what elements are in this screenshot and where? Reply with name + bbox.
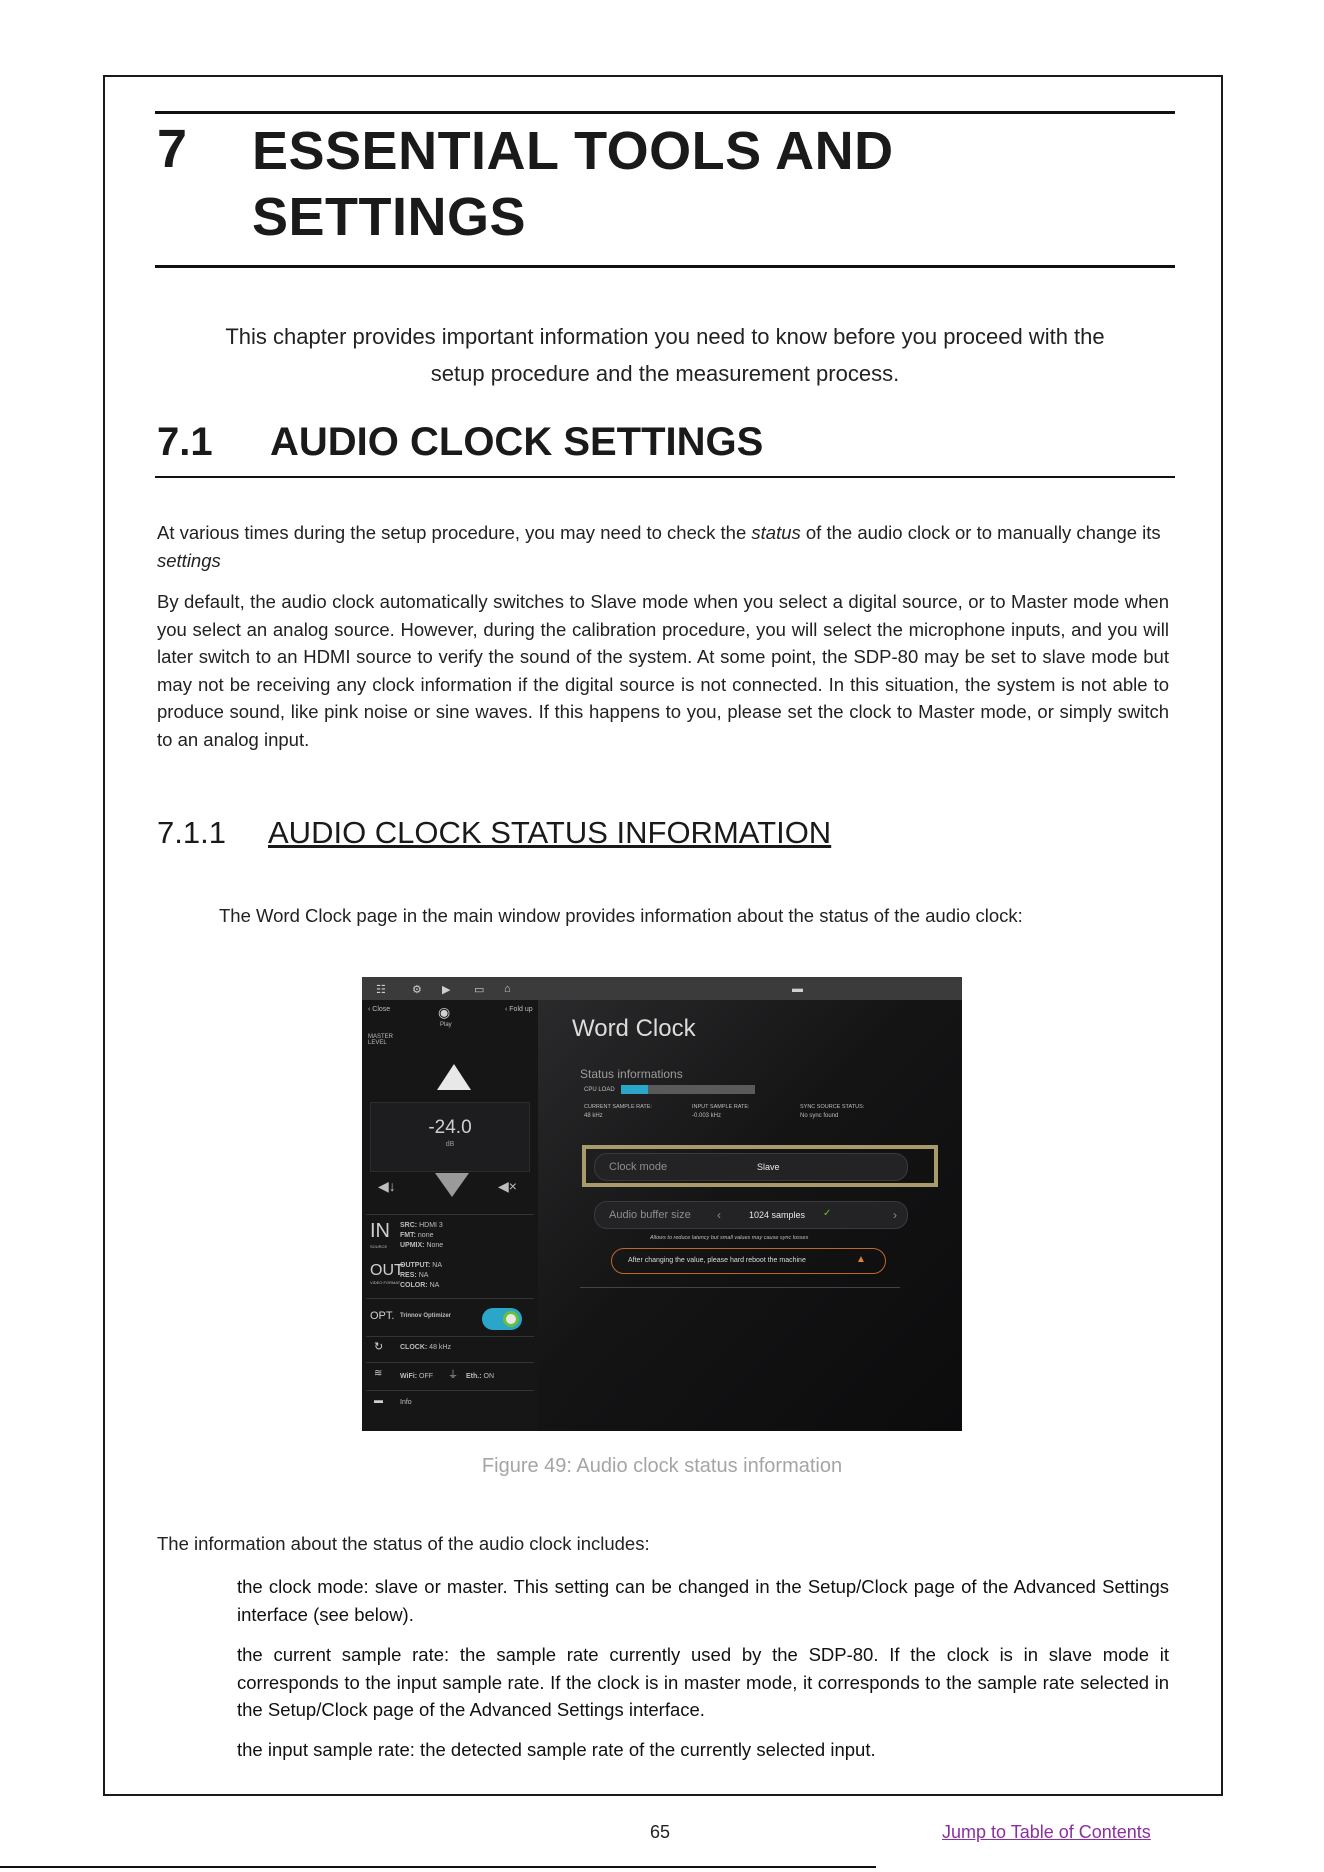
chapter-number: 7 <box>157 119 188 179</box>
buffer-size-value: 1024 samples <box>749 1210 806 1220</box>
eth-row[interactable]: Eth.: ON <box>466 1373 495 1380</box>
close-link[interactable]: ‹ Close <box>368 1006 391 1013</box>
wifi-row[interactable]: WiFi: OFF <box>400 1373 433 1380</box>
chapter-intro <box>160 318 1170 392</box>
panel-divider <box>580 1287 900 1288</box>
section-paragraph-1 <box>157 519 1169 574</box>
sidebar-divider <box>366 1362 534 1363</box>
optimizer-toggle[interactable] <box>482 1308 522 1330</box>
buffer-size-label: Audio buffer size <box>609 1209 691 1221</box>
sidebar-divider <box>366 1214 534 1215</box>
mute-icon[interactable]: ◀× <box>498 1178 517 1194</box>
word-clock-title: Word Clock <box>572 1015 696 1042</box>
master-level-display <box>370 1102 530 1172</box>
section-rule <box>155 476 1175 478</box>
in-sub-label: SOURCE <box>370 1244 388 1249</box>
volume-up-button[interactable] <box>437 1064 471 1090</box>
res-row: RES: NA <box>400 1272 429 1279</box>
chapter-intro-line1: This chapter provides important information you need to know before you proceed with the <box>225 324 1105 349</box>
para1-status-emphasis: status <box>751 522 801 543</box>
in-label: IN <box>370 1220 390 1242</box>
sync-label: SYNC SOURCE STATUS: <box>800 1104 865 1110</box>
color-row: COLOR: NA <box>400 1282 440 1289</box>
clock-icon: ↻ <box>374 1341 384 1353</box>
settings-icon: ⚙ <box>412 984 422 996</box>
bottom-rule <box>0 1866 876 1868</box>
clock-row[interactable]: CLOCK: 48 kHz <box>400 1344 451 1351</box>
buffer-size-control[interactable] <box>594 1201 908 1229</box>
src-row[interactable]: SRC: HDMI 3 <box>400 1222 443 1229</box>
sync-value: No sync found <box>800 1113 839 1119</box>
buffer-size-hint: Allows to reduce latency but small values may cause sync losses <box>650 1235 809 1241</box>
reboot-warning <box>611 1248 886 1274</box>
page-number: 65 <box>650 1822 671 1842</box>
chevron-left-icon[interactable]: ‹ <box>717 1208 721 1222</box>
grid-icon: ☷ <box>376 984 386 996</box>
play-icon: ▶ <box>442 984 451 996</box>
subsection-number: 7.1.1 <box>157 815 226 850</box>
output-row: OUTPUT: NA <box>400 1262 443 1269</box>
chapter-title <box>252 118 894 250</box>
input-rate-label: INPUT SAMPLE RATE: <box>692 1104 750 1110</box>
bullet-input-sample-rate: the input sample rate: the detected sample rate of the currently selected input. <box>237 1739 876 1760</box>
toc-link[interactable]: Jump to Table of Contents <box>942 1822 1151 1842</box>
window-icon: ▭ <box>474 984 485 996</box>
section-title: AUDIO CLOCK SETTINGS <box>270 420 764 464</box>
opt-label: OPT. <box>370 1310 395 1322</box>
out-sub-label: VIDEO FORMAT <box>370 1280 401 1285</box>
screen-toolbar <box>362 977 962 1000</box>
input-rate-value: -0.003 kHz <box>692 1113 722 1119</box>
chapter-title-line2: SETTINGS <box>252 187 527 247</box>
includes-lead: The information about the status of the audio clock includes: <box>157 1533 650 1554</box>
chevron-right-icon[interactable]: › <box>893 1208 897 1222</box>
bullet-current-sample-rate: the current sample rate: the sample rate currently used by the SDP-80. If the clock is in slave mode it corresponds to the input sample rate. If the clock is in master mode, it corresponds to the sample rate selected in the Setup/Clock page of the Advanced Settings interface. <box>237 1644 1169 1720</box>
cpu-load-bar <box>621 1085 755 1094</box>
ethernet-icon: ⏚ <box>448 1370 458 1381</box>
toggle-knob <box>503 1311 519 1327</box>
sidebar-divider <box>366 1390 534 1391</box>
screen-sidebar <box>362 1000 538 1431</box>
master-level-label: MASTER LEVEL <box>368 1034 394 1046</box>
info-link[interactable]: Info <box>400 1399 412 1406</box>
optimizer-label: Trinnov Optimizer <box>400 1313 452 1319</box>
chapter-intro-line2: setup procedure and the measurement process. <box>430 361 900 386</box>
figure-caption: Figure 49: Audio clock status information <box>481 1455 843 1477</box>
word-clock-screenshot <box>362 977 962 1431</box>
subsection-title: AUDIO CLOCK STATUS INFORMATION <box>268 815 832 850</box>
current-rate-label: CURRENT SAMPLE RATE: <box>584 1104 652 1110</box>
foldup-link[interactable]: ‹ Fold up <box>505 1006 533 1013</box>
upmix-row[interactable]: UPMIX: None <box>400 1242 444 1249</box>
clock-mode-label: Clock mode <box>609 1161 668 1173</box>
section-paragraph-2: By default, the audio clock automatically switches to Slave mode when you select a digital source, or to Master mode when you select an analog source. However, during the calibration procedure, you will select the microphone inputs, and you will later switch to an HDMI source to verify the sound of the system. At some point, the SDP-80 may be set to slave mode but may not be receiving any clock information if the digital source is not connected. In this situation, the system is not able to produce sound, like pink noise or sine waves. If this happens to you, please set the clock to Master mode, or simply switch to an analog input. <box>157 591 1169 750</box>
section-number: 7.1 <box>157 420 213 464</box>
out-label: OUT <box>370 1262 404 1279</box>
sidebar-divider <box>366 1336 534 1337</box>
display-icon: ▬ <box>792 983 803 995</box>
volume-down-button[interactable] <box>435 1173 469 1197</box>
chapter-title-line1: ESSENTIAL TOOLS AND <box>252 121 894 181</box>
cpu-load-fill <box>621 1085 648 1094</box>
warning-icon: ▲ <box>856 1254 866 1265</box>
info-icon: ▬ <box>374 1395 383 1405</box>
fmt-row: FMT: none <box>400 1232 434 1239</box>
chapter-top-rule <box>155 111 1175 114</box>
subsection-lead: The Word Clock page in the main window provides information about the status of the audio clock: <box>219 905 1023 926</box>
play-label: Play <box>440 1022 452 1028</box>
clock-mode-highlight <box>582 1145 938 1187</box>
clock-mode-value[interactable]: Slave <box>757 1162 780 1172</box>
para1-text-b: of the audio clock or to manually change its <box>800 522 1161 543</box>
para1-settings-emphasis: settings <box>157 549 221 571</box>
current-rate-value: 48 kHz <box>584 1113 603 1119</box>
folder-icon: ⌂ <box>504 983 511 995</box>
level-value: -24.0 <box>428 1117 472 1138</box>
status-heading: Status informations <box>580 1067 683 1081</box>
mute-down-icon[interactable]: ◀↓ <box>378 1178 396 1194</box>
sidebar-divider <box>366 1298 534 1299</box>
bullet-clock-mode: the clock mode: slave or master. This setting can be changed in the Setup/Clock page of the Advanced Settings interface (see below). <box>237 1576 1169 1625</box>
wifi-icon: ≋ <box>374 1368 383 1379</box>
level-unit: dB <box>445 1141 455 1148</box>
chapter-bottom-rule <box>155 265 1175 268</box>
check-icon: ✓ <box>823 1208 832 1219</box>
play-button-icon[interactable]: ◉ <box>438 1004 451 1020</box>
reboot-warning-text: After changing the value, please hard reboot the machine <box>628 1257 806 1264</box>
cpu-load-label: CPU LOAD <box>584 1087 615 1093</box>
para1-text-a: At various times during the setup procedure, you may need to check the <box>157 522 752 543</box>
